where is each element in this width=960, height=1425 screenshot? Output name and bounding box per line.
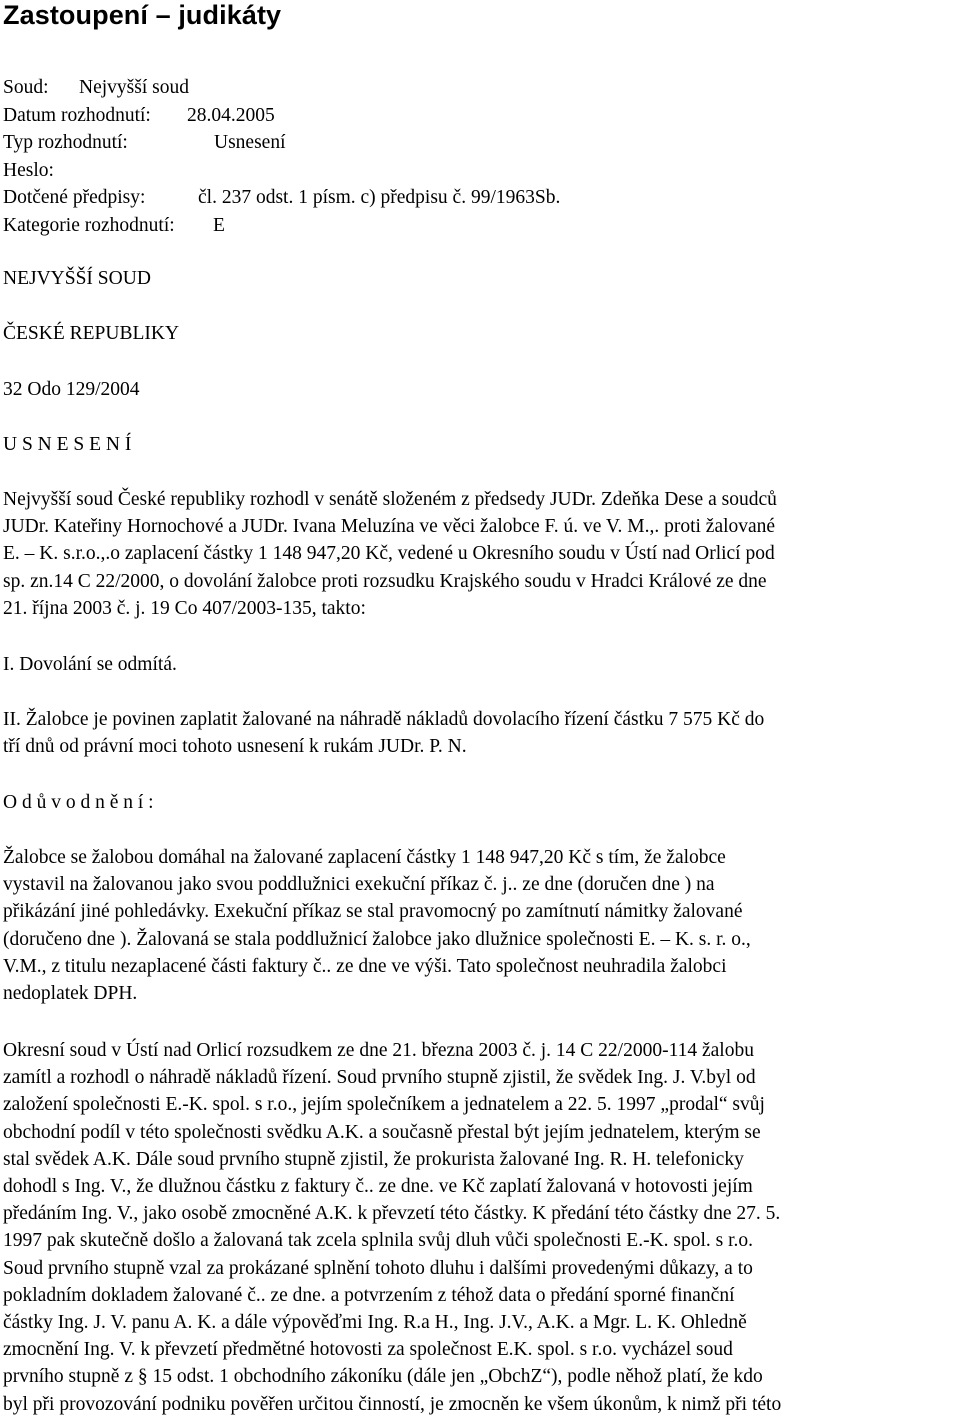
meta-keyword-row [3, 157, 560, 185]
meta-type-label: Typ rozhodnutí: [3, 132, 128, 153]
case-number: 32 Odo 129/2004 [3, 379, 140, 400]
text-line: nedoplatek DPH. [3, 983, 138, 1005]
text-line: II. Žalobce je povinen zaplatit žalované na náhradě nákladů dovolacího řízení částku 7 575 Kč do [3, 709, 765, 730]
text-line: prvního stupně z § 15 odst. 1 obchodního zákoníku (dále jen „ObchZ“), podle něhož platí, že kdo [3, 1366, 763, 1388]
meta-category-label: Kategorie rozhodnutí: [3, 214, 175, 236]
text-line: vystavil na žalovanou jako svou poddlužnici exekuční příkaz č. j.. ze dne (doručen dne ) na [3, 874, 715, 896]
heading-reasoning: O d ů v o d n ě n í : [3, 792, 154, 813]
text-line: Nejvyšší soud České republiky rozhodl v senátě složeném z předsedy JUDr. Zdeňka Dese a soudců [3, 489, 777, 510]
verdict-1: I. Dovolání se odmítá. [3, 654, 177, 675]
meta-type-row [3, 129, 560, 157]
text-line: byl při provozování podniku pověřen určitou činností, je zmocněn ke všem úkonům, k nimž při této [3, 1393, 782, 1415]
meta-court-row [3, 74, 560, 102]
heading-resolution: U S N E S E N Í [3, 434, 132, 455]
meta-date-value: 28.04.2005 [187, 104, 275, 126]
text-line: V.M., z titulu nezaplacené části faktury č.. ze dne ve výši. Tato společnost neuhradila žalobci [3, 955, 727, 977]
text-line: (doručeno dne ). Žalovaná se stala poddlužnicí žalobce jako dlužnice společnosti E. – K. s. r. o., [3, 928, 751, 950]
decision-metadata [3, 74, 560, 239]
text-line: Soud prvního stupně vzal za prokázané splnění tohoto dluhu i dalšími provedenými důkazy, a to [3, 1257, 753, 1279]
meta-category-value: E [213, 214, 225, 236]
meta-category-row [3, 212, 560, 240]
meta-court-value: Nejvyšší soud [79, 77, 189, 98]
heading-court: NEJVYŠŠÍ SOUD [3, 268, 151, 289]
text-line: založení společnosti E.-K. spol. s r.o., jejím společníkem a jednatelem a 22. 5. 1997 „prodal“ svůj [3, 1094, 765, 1116]
text-line: sp. zn.14 C 22/2000, o dovolání žalobce proti rozsudku Krajského soudu v Hradci Králové ze dne [3, 570, 767, 592]
text-line: Okresní soud v Ústí nad Orlicí rozsudkem ze dne 21. března 2003 č. j. 14 C 22/2000-114 žalobu [3, 1040, 754, 1061]
document-title: Zastoupení – judikáty [3, 0, 282, 30]
text-line: 21. října 2003 č. j. 19 Co 407/2003-135, takto: [3, 597, 366, 619]
text-line: E. – K. s.r.o.,.o zaplacení částky 1 148 947,20 Kč, vedené u Okresního soudu v Ústí nad Orlicí pod [3, 543, 775, 565]
reasoning-paragraph-1 [3, 844, 956, 1007]
text-line: stal svědek A.K. Dále soud prvního stupně zjistil, že prokurista žalované Ing. R. H. telefonicky [3, 1148, 744, 1170]
text-line: zamítl a rozhodl o náhradě nákladů řízení. Soud prvního stupně zjistil, že svědek Ing. J. V.byl od [3, 1067, 756, 1089]
text-line: předáním Ing. V., jako osobě zmocněné A.K. k převzetí této částky. K předání této částky dne 27. 5. [3, 1203, 781, 1225]
verdict-2 [3, 706, 956, 760]
text-line: pokladním dokladem žalované č.. ze dne. a potvrzením z téhož data o předání sporné finanční [3, 1284, 735, 1306]
heading-country: ČESKÉ REPUBLIKY [3, 323, 180, 344]
text-line: JUDr. Kateřiny Hornochové a JUDr. Ivana Meluzína ve věci žalobce F. ú. ve V. M.,. proti žalované [3, 516, 776, 538]
meta-date-label: Datum rozhodnutí: [3, 104, 151, 126]
text-line: obchodní podíl v této společnosti svědku A.K. a současně přestal být jejím jednatelem, kterým se [3, 1121, 761, 1143]
text-line: dohodl s Ing. V., že dlužnou částku z faktury č.. ze dne. ve Kč zaplatí žalovaná v hotovosti jejím [3, 1176, 753, 1198]
reasoning-paragraph-2 [3, 1037, 956, 1418]
meta-court-label: Soud: [3, 77, 49, 98]
text-line: přikázání jiné pohledávky. Exekuční příkaz se stal pravomocný po zamítnutí námitky žalované [3, 901, 743, 923]
meta-type-value: Usnesení [214, 132, 286, 153]
text-line: zmocnění Ing. V. k převzetí předmětné hotovosti za společnost E.K. spol. s r.o. vycházel soud [3, 1339, 733, 1361]
intro-paragraph [3, 486, 956, 622]
meta-regs-row [3, 184, 560, 212]
text-line: tří dnů od právní moci tohoto usnesení k rukám JUDr. P. N. [3, 736, 467, 758]
text-line: 1997 pak skutečně došlo a žalovaná tak zcela splnila svůj dluh vůči společnosti E.-K. spol. s r.o. [3, 1230, 754, 1252]
meta-date-row [3, 102, 560, 130]
text-line: Žalobce se žalobou domáhal na žalované zaplacení částky 1 148 947,20 Kč s tím, že žalobce [3, 847, 726, 868]
text-line: částky Ing. J. V. panu A. K. a dále výpověďmi Ing. R.a H., Ing. J.V., A.K. a Mgr. L. K. Ohledně [3, 1312, 747, 1334]
meta-keyword-label: Heslo: [3, 159, 54, 181]
meta-regs-value: čl. 237 odst. 1 písm. c) předpisu č. 99/1963Sb. [198, 187, 561, 208]
meta-regs-label: Dotčené předpisy: [3, 187, 146, 208]
